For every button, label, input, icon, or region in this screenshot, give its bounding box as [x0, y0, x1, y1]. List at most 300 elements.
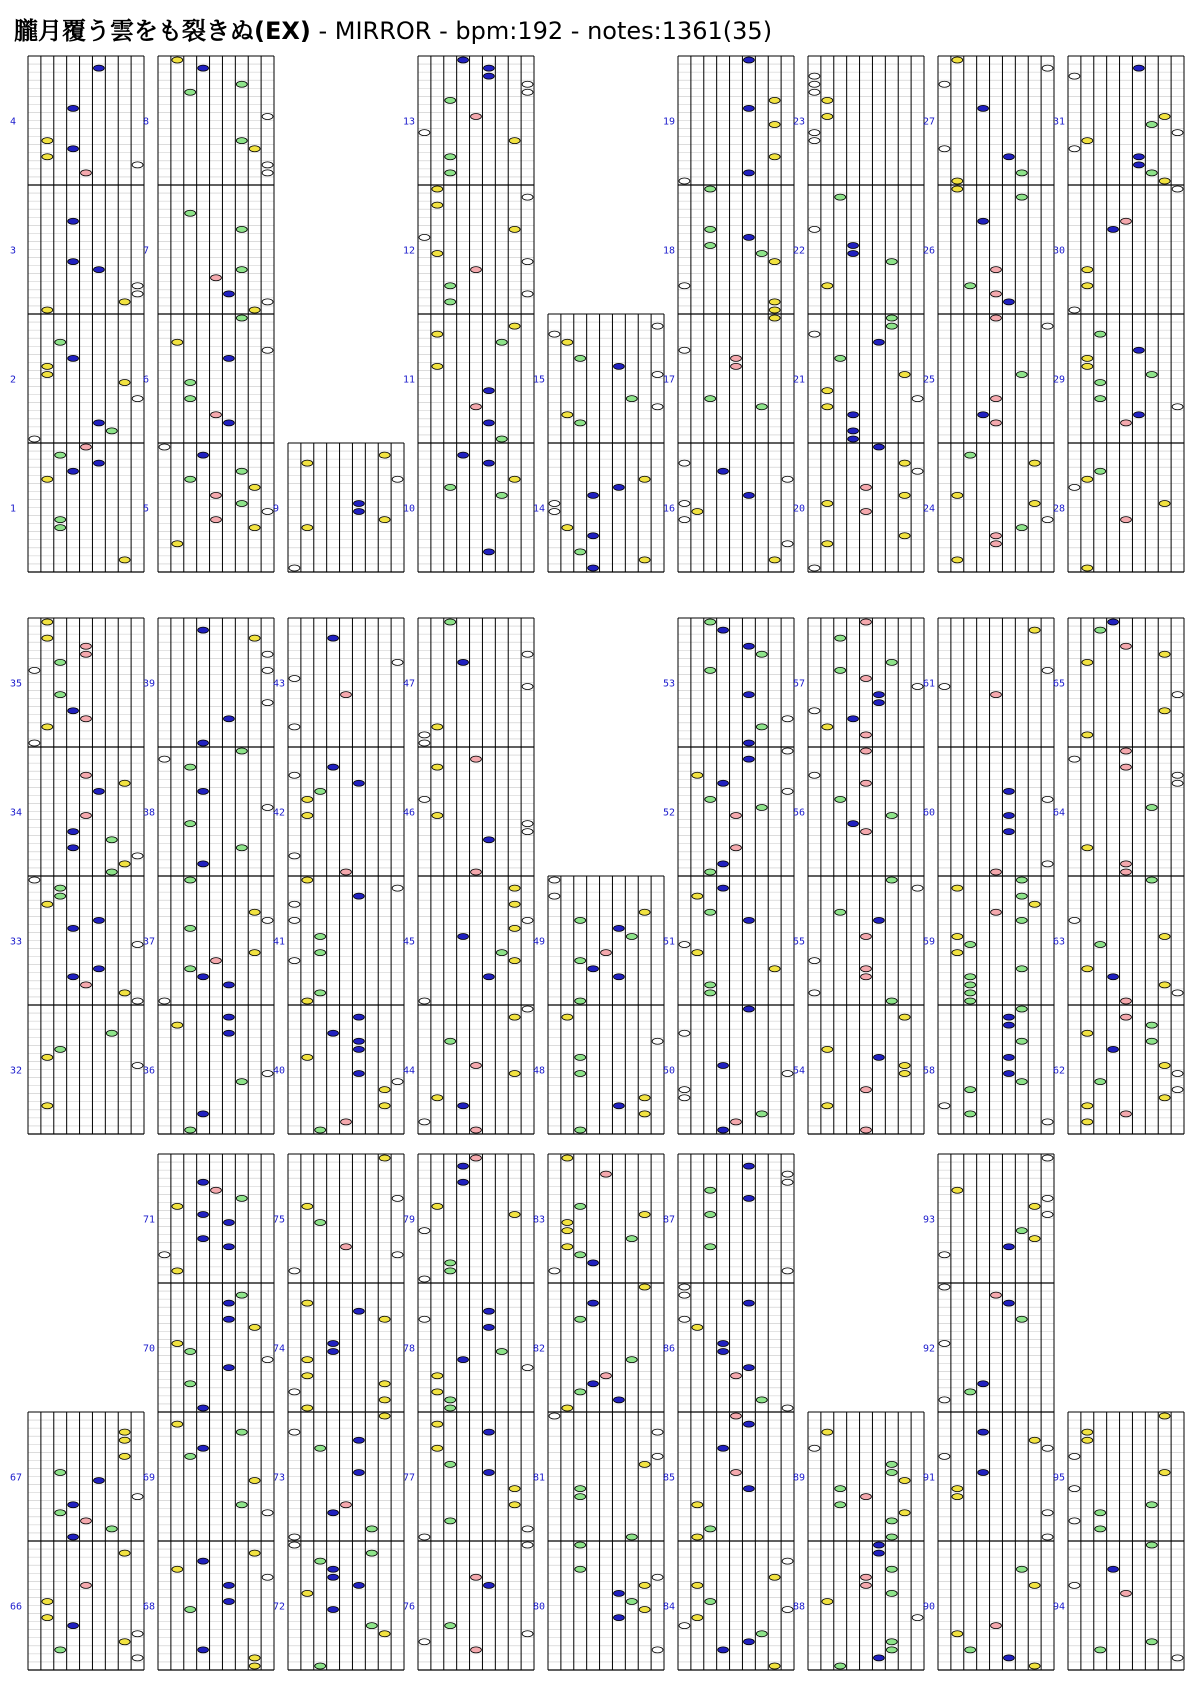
note: [562, 1228, 573, 1234]
note: [315, 1445, 326, 1451]
note: [1082, 363, 1093, 369]
note: [731, 1469, 742, 1475]
note: [861, 619, 872, 625]
measure-number: 18: [663, 245, 676, 257]
note: [1029, 901, 1040, 907]
note: [1016, 966, 1027, 972]
note: [1146, 1502, 1157, 1508]
note: [639, 1211, 650, 1217]
note: [223, 1598, 234, 1604]
note: [679, 347, 690, 353]
note: [211, 958, 222, 964]
note: [639, 557, 650, 563]
measure-number: 9: [273, 503, 280, 515]
note: [1042, 861, 1053, 867]
measure-number: 43: [273, 678, 286, 690]
note: [692, 509, 703, 515]
note: [692, 950, 703, 956]
note: [223, 716, 234, 722]
note: [756, 651, 767, 657]
note: [1172, 990, 1183, 996]
note: [262, 1510, 273, 1516]
note: [705, 619, 716, 625]
note: [861, 1494, 872, 1500]
note: [991, 541, 1002, 547]
note: [483, 65, 494, 71]
note: [626, 1598, 637, 1604]
note: [899, 492, 910, 498]
note: [249, 525, 260, 531]
measure-number: 92: [923, 1343, 936, 1355]
note: [445, 1397, 456, 1403]
note: [353, 1582, 364, 1588]
note: [458, 1179, 469, 1185]
note: [1082, 1429, 1093, 1435]
note: [68, 974, 79, 980]
note: [1108, 619, 1119, 625]
note: [55, 1510, 66, 1516]
note: [93, 460, 104, 466]
note: [718, 468, 729, 474]
note: [419, 740, 430, 746]
note: [1082, 1103, 1093, 1109]
measure-number: 29: [1053, 374, 1066, 386]
note: [705, 396, 716, 402]
note: [873, 1550, 884, 1556]
measure-number: 17: [663, 374, 676, 386]
chart-column: [533, 314, 664, 572]
note: [379, 1316, 390, 1322]
note: [743, 1365, 754, 1371]
note: [262, 162, 273, 168]
chart-column: [273, 1154, 404, 1670]
note: [392, 1195, 403, 1201]
note: [886, 1590, 897, 1596]
chart-column: [273, 618, 404, 1134]
note: [809, 73, 820, 79]
note: [991, 291, 1002, 297]
measure-number: 7: [143, 245, 150, 257]
note: [1095, 1510, 1106, 1516]
note: [68, 146, 79, 152]
chart-column: [10, 618, 144, 1134]
note: [172, 1566, 183, 1572]
measure-number: 21: [793, 374, 806, 386]
note: [42, 138, 53, 144]
note: [1146, 804, 1157, 810]
note: [952, 178, 963, 184]
note: [509, 138, 520, 144]
note: [1133, 65, 1144, 71]
note: [172, 1421, 183, 1427]
note: [1159, 1095, 1170, 1101]
note: [522, 81, 533, 87]
note: [782, 1171, 793, 1177]
note: [419, 732, 430, 738]
note: [81, 982, 92, 988]
note: [236, 1429, 247, 1435]
note: [873, 1542, 884, 1548]
note: [236, 1292, 247, 1298]
chart-column: [923, 56, 1054, 572]
note: [912, 1615, 923, 1621]
note: [809, 81, 820, 87]
note: [419, 1639, 430, 1645]
note: [835, 635, 846, 641]
note: [1133, 154, 1144, 160]
note: [353, 509, 364, 515]
note: [809, 772, 820, 778]
note: [756, 251, 767, 257]
measure-number: 81: [533, 1472, 546, 1484]
note: [1159, 113, 1170, 119]
note: [939, 1252, 950, 1258]
note: [42, 1598, 53, 1604]
note: [262, 170, 273, 176]
note: [639, 1284, 650, 1290]
note: [991, 420, 1002, 426]
note: [509, 1502, 520, 1508]
note: [93, 788, 104, 794]
note: [289, 853, 300, 859]
note: [1121, 764, 1132, 770]
note: [392, 885, 403, 891]
note: [952, 1494, 963, 1500]
note: [613, 1103, 624, 1109]
note: [328, 1349, 339, 1355]
note: [679, 1087, 690, 1093]
note: [42, 476, 53, 482]
note: [549, 893, 560, 899]
note: [886, 315, 897, 321]
note: [1082, 138, 1093, 144]
note: [1095, 331, 1106, 337]
measure-number: 62: [1053, 1065, 1066, 1077]
note: [562, 1405, 573, 1411]
note: [81, 813, 92, 819]
note: [613, 1615, 624, 1621]
note: [965, 452, 976, 458]
note: [952, 1631, 963, 1637]
note: [861, 1087, 872, 1093]
measure-number: 33: [10, 936, 23, 948]
note: [549, 500, 560, 506]
note: [952, 57, 963, 63]
chart-column: [533, 1154, 664, 1670]
note: [679, 1292, 690, 1298]
note: [899, 460, 910, 466]
note: [172, 1022, 183, 1028]
note: [991, 267, 1002, 273]
note: [353, 1046, 364, 1052]
measure-number: 4: [10, 116, 17, 128]
note: [652, 1038, 663, 1044]
note: [341, 1119, 352, 1125]
note: [483, 388, 494, 394]
measure-number: 61: [923, 678, 936, 690]
note: [68, 105, 79, 111]
note: [769, 1574, 780, 1580]
note: [223, 1300, 234, 1306]
note: [119, 557, 130, 563]
note: [223, 1030, 234, 1036]
note: [1003, 154, 1014, 160]
note: [952, 1486, 963, 1492]
note: [289, 1389, 300, 1395]
note: [379, 452, 390, 458]
note: [705, 909, 716, 915]
note: [432, 764, 443, 770]
note: [172, 1203, 183, 1209]
note: [1042, 667, 1053, 673]
note: [1159, 1469, 1170, 1475]
note: [1003, 1655, 1014, 1661]
note: [302, 1373, 313, 1379]
note: [483, 1469, 494, 1475]
note: [705, 990, 716, 996]
title-separator-1: -: [310, 17, 335, 45]
note: [379, 517, 390, 523]
note: [1069, 756, 1080, 762]
note: [185, 764, 196, 770]
note: [718, 1647, 729, 1653]
note: [769, 966, 780, 972]
note: [379, 1155, 390, 1161]
note: [965, 1389, 976, 1395]
note: [42, 635, 53, 641]
note: [1121, 869, 1132, 875]
note: [42, 154, 53, 160]
note: [575, 1494, 586, 1500]
note: [185, 210, 196, 216]
note: [236, 1502, 247, 1508]
note: [1108, 1566, 1119, 1572]
note: [1121, 1014, 1132, 1020]
note: [1159, 933, 1170, 939]
note: [835, 194, 846, 200]
note: [639, 476, 650, 482]
note: [899, 1062, 910, 1068]
note: [55, 339, 66, 345]
note: [328, 1340, 339, 1346]
note: [68, 1623, 79, 1629]
note: [1172, 692, 1183, 698]
note: [315, 933, 326, 939]
note: [743, 1300, 754, 1306]
note: [42, 724, 53, 730]
note: [652, 404, 663, 410]
note: [705, 982, 716, 988]
note: [809, 565, 820, 571]
note: [652, 371, 663, 377]
note: [991, 315, 1002, 321]
note: [302, 1300, 313, 1306]
note: [1159, 500, 1170, 506]
note: [445, 1518, 456, 1524]
note: [1082, 1437, 1093, 1443]
note: [159, 998, 170, 1004]
note: [575, 1486, 586, 1492]
note: [848, 716, 859, 722]
note: [1042, 1155, 1053, 1161]
measure-number: 88: [793, 1601, 806, 1613]
note: [1121, 861, 1132, 867]
measure-number: 20: [793, 503, 806, 515]
note: [809, 130, 820, 136]
note: [1069, 73, 1080, 79]
note: [1016, 877, 1027, 883]
measure-number: 3: [10, 245, 17, 257]
note: [262, 700, 273, 706]
note: [236, 468, 247, 474]
note: [249, 1655, 260, 1661]
note: [562, 1155, 573, 1161]
note: [1121, 218, 1132, 224]
note: [652, 1574, 663, 1580]
chart-column: [1053, 618, 1184, 1134]
note: [249, 1550, 260, 1556]
note: [575, 1127, 586, 1133]
note: [185, 89, 196, 95]
note: [496, 492, 507, 498]
note: [132, 1655, 143, 1661]
note: [249, 484, 260, 490]
measure-number: 42: [273, 807, 286, 819]
note: [1146, 170, 1157, 176]
note: [549, 331, 560, 337]
note: [848, 821, 859, 827]
note: [328, 1566, 339, 1572]
note: [445, 1623, 456, 1629]
measure-number: 82: [533, 1343, 546, 1355]
note: [705, 1526, 716, 1532]
note: [172, 339, 183, 345]
note: [822, 1598, 833, 1604]
note: [353, 1071, 364, 1077]
note: [185, 1607, 196, 1613]
note: [861, 1574, 872, 1580]
measure-number: 47: [403, 678, 416, 690]
note: [718, 1349, 729, 1355]
note: [262, 299, 273, 305]
note: [978, 412, 989, 418]
note: [483, 974, 494, 980]
note: [471, 1574, 482, 1580]
note: [626, 933, 637, 939]
note: [198, 974, 209, 980]
note: [692, 772, 703, 778]
note: [588, 1300, 599, 1306]
note: [509, 1211, 520, 1217]
note: [483, 1429, 494, 1435]
note: [522, 651, 533, 657]
note: [1016, 170, 1027, 176]
note: [718, 780, 729, 786]
measure-number: 49: [533, 936, 546, 948]
note: [1016, 893, 1027, 899]
note: [483, 549, 494, 555]
note: [185, 1127, 196, 1133]
chart-column: [403, 618, 534, 1134]
note: [705, 796, 716, 802]
note: [419, 234, 430, 240]
note: [782, 541, 793, 547]
measure-number: 73: [273, 1472, 286, 1484]
note: [198, 1236, 209, 1242]
measure-number: 1: [10, 503, 17, 515]
note: [93, 966, 104, 972]
note: [471, 1062, 482, 1068]
note: [471, 756, 482, 762]
note: [223, 1582, 234, 1588]
note: [952, 1187, 963, 1193]
note: [588, 966, 599, 972]
note: [522, 684, 533, 690]
note: [1042, 1119, 1053, 1125]
chart-column: [1053, 56, 1184, 572]
note: [1159, 1062, 1170, 1068]
note: [315, 990, 326, 996]
note: [522, 821, 533, 827]
measure-number: 19: [663, 116, 676, 128]
note: [575, 1542, 586, 1548]
note: [965, 1111, 976, 1117]
note: [652, 1429, 663, 1435]
note: [782, 1179, 793, 1185]
note: [419, 796, 430, 802]
note: [262, 1574, 273, 1580]
note: [471, 113, 482, 119]
note: [81, 772, 92, 778]
note: [822, 1046, 833, 1052]
note: [223, 982, 234, 988]
note: [419, 130, 430, 136]
note: [601, 950, 612, 956]
note: [236, 1079, 247, 1085]
note: [132, 853, 143, 859]
note: [496, 1349, 507, 1355]
note: [861, 780, 872, 786]
measure-number: 87: [663, 1214, 676, 1226]
note: [1121, 420, 1132, 426]
note: [353, 1437, 364, 1443]
note: [302, 796, 313, 802]
note: [848, 242, 859, 248]
note: [262, 651, 273, 657]
measure-number: 34: [10, 807, 23, 819]
note: [445, 154, 456, 160]
note: [211, 412, 222, 418]
note: [522, 291, 533, 297]
note: [185, 877, 196, 883]
measure-number: 22: [793, 245, 806, 257]
note: [236, 748, 247, 754]
note: [172, 541, 183, 547]
note: [1133, 347, 1144, 353]
measure-number: 56: [793, 807, 806, 819]
note: [509, 1486, 520, 1492]
note: [743, 1421, 754, 1427]
note: [211, 275, 222, 281]
note: [68, 355, 79, 361]
note: [809, 990, 820, 996]
note: [81, 1582, 92, 1588]
note: [106, 1030, 117, 1036]
note: [1029, 1236, 1040, 1242]
measure-number: 91: [923, 1472, 936, 1484]
note: [1042, 1195, 1053, 1201]
note: [873, 692, 884, 698]
